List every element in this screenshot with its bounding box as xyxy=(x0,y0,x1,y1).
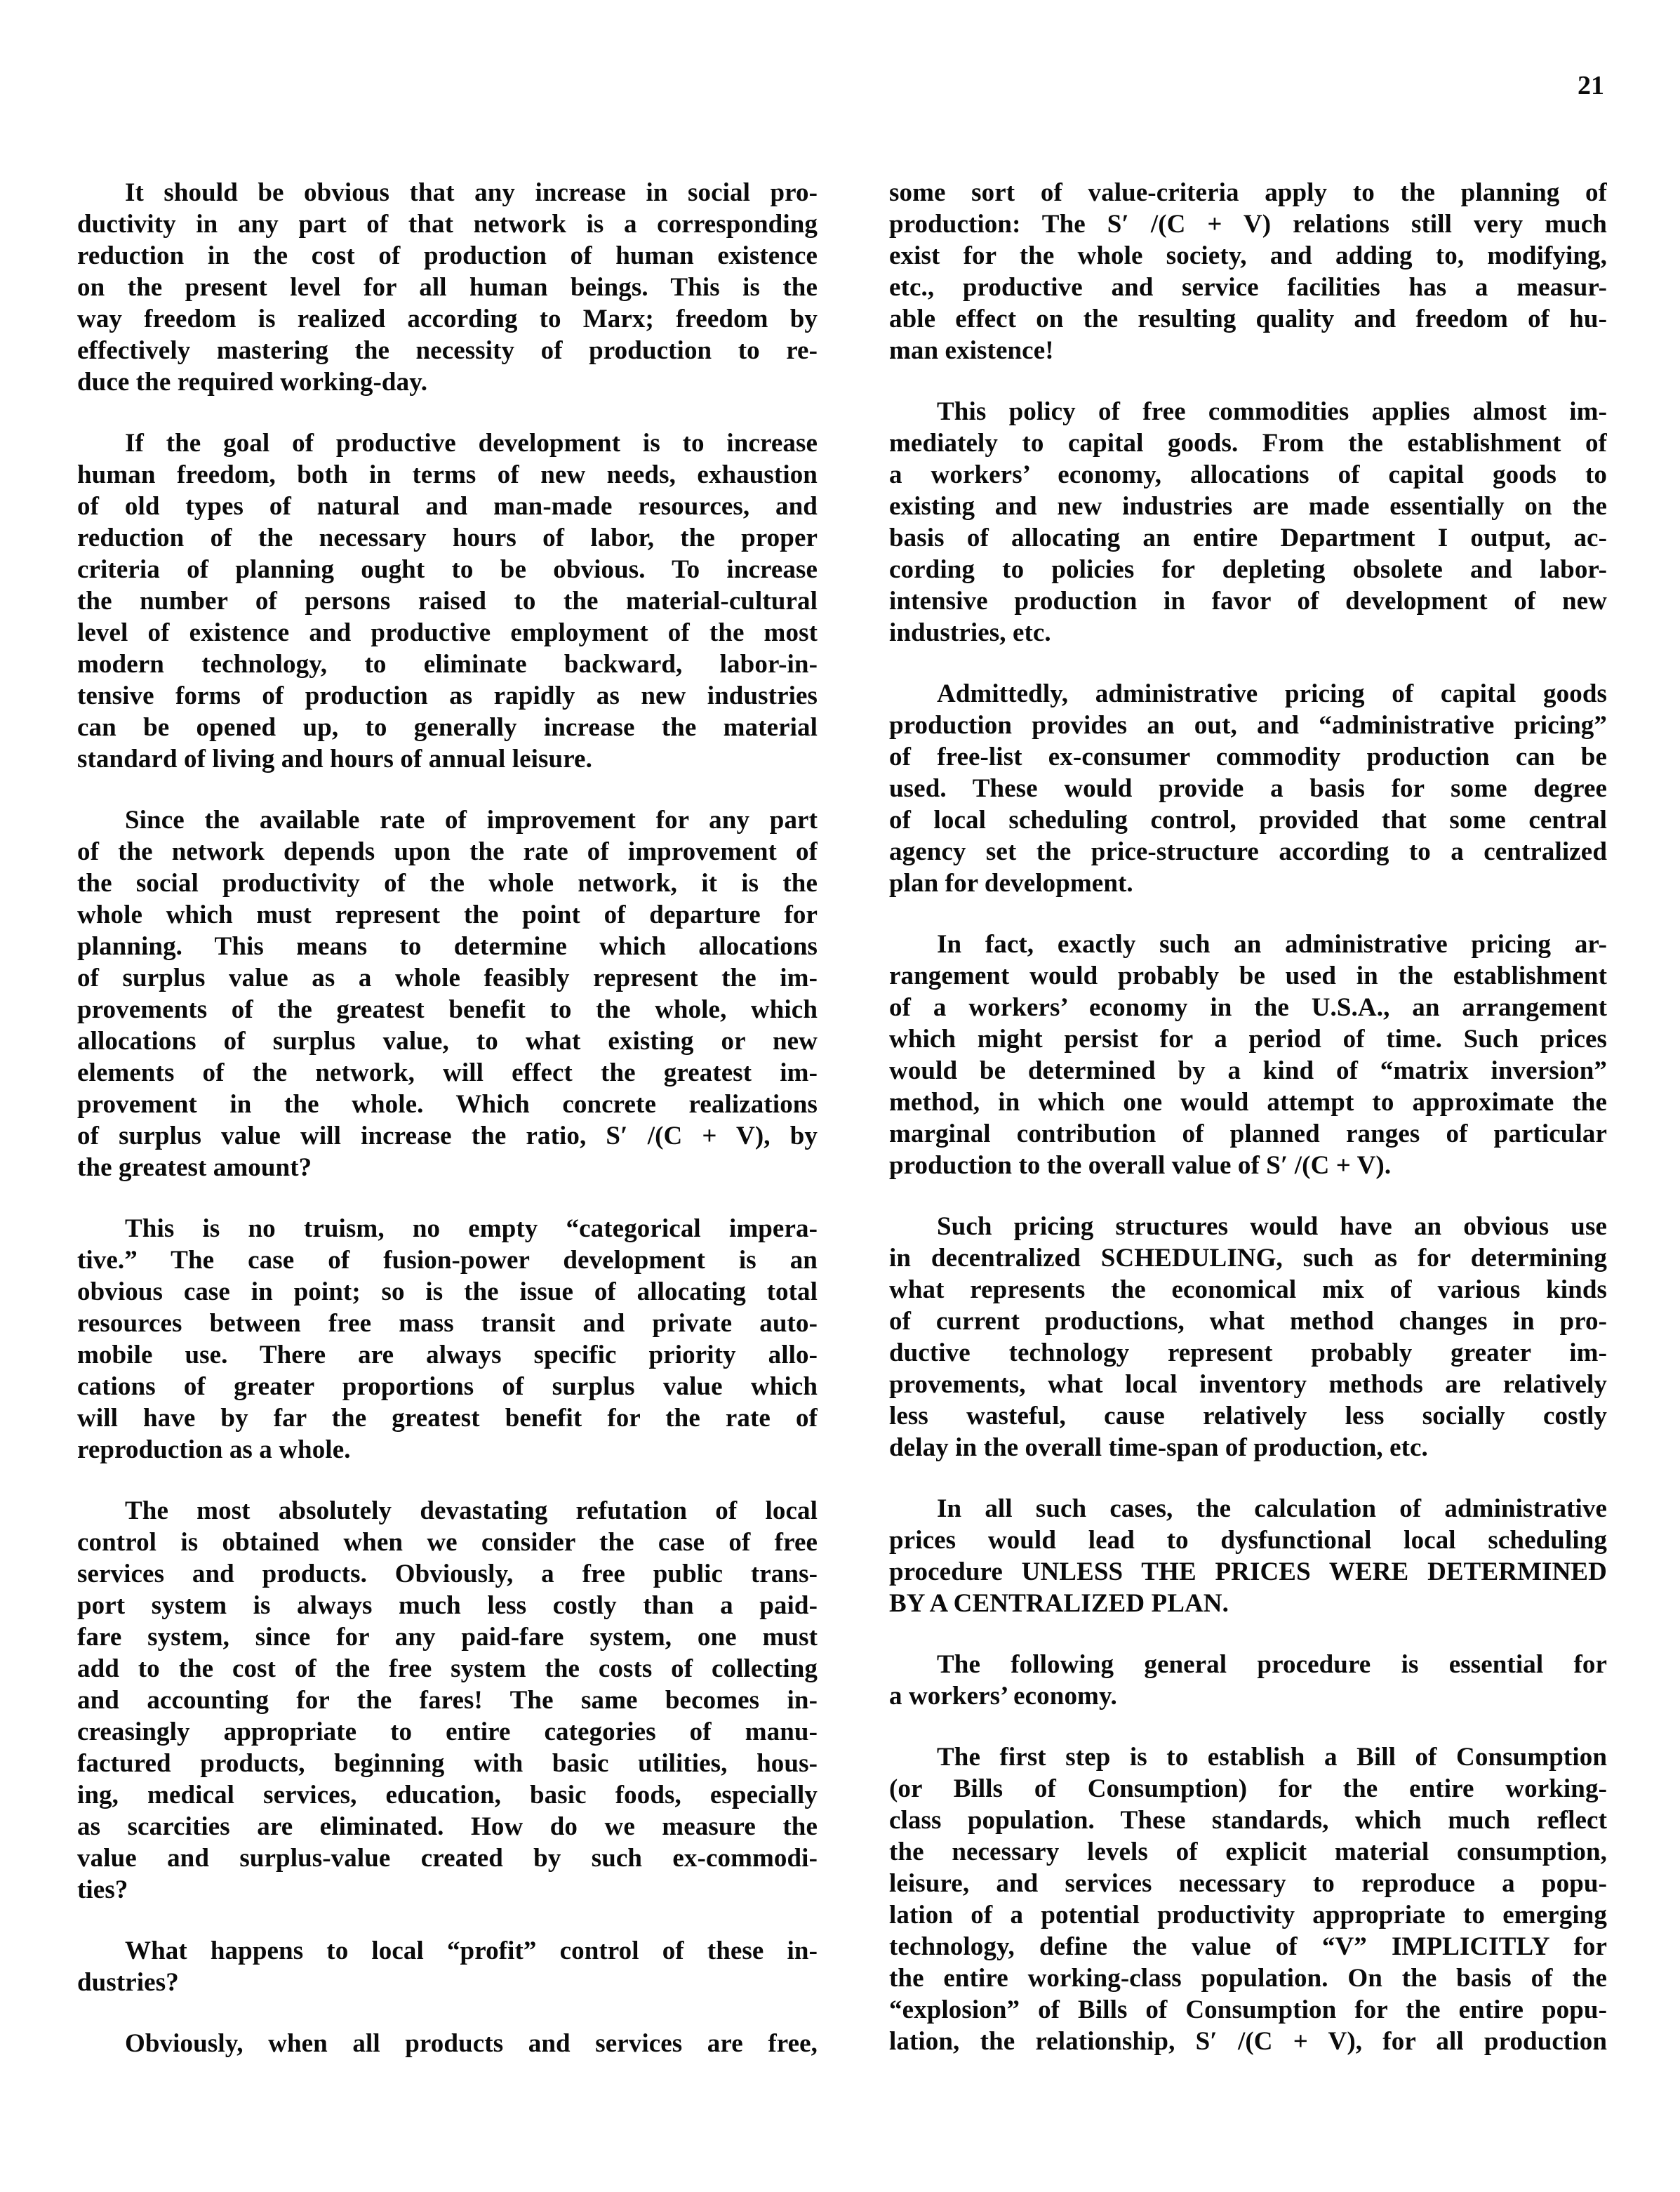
text-line: procedure UNLESS THE PRICES WERE DETERMINED xyxy=(889,1557,1607,1586)
paragraph xyxy=(77,804,818,1183)
text-line: tive.” The case of fusion-power development is an xyxy=(77,1246,818,1275)
text-line: provements, what local inventory methods are relatively xyxy=(889,1370,1607,1399)
text-line: the greatest amount? xyxy=(77,1153,312,1182)
left-column xyxy=(77,177,818,2089)
text-line: Admittedly, administrative pricing of capital goods xyxy=(937,679,1607,708)
text-line: as scarcities are eliminated. How do we measure the xyxy=(77,1812,818,1841)
text-line: It should be obvious that any increase in social pro- xyxy=(125,178,818,207)
text-line: prices would lead to dysfunctional local scheduling xyxy=(889,1526,1607,1555)
paragraph xyxy=(889,1741,1607,2057)
text-line: would be determined by a kind of “matrix inversion” xyxy=(889,1056,1607,1085)
text-line: fare system, since for any paid-fare system, one must xyxy=(77,1623,818,1652)
text-line: less wasteful, cause relatively less socially costly xyxy=(889,1402,1607,1430)
paragraph xyxy=(77,1935,818,1998)
text-line: allocations of surplus value, to what existing or new xyxy=(77,1027,818,1056)
text-line: provement in the whole. Which concrete realizations xyxy=(77,1090,818,1119)
text-line: services and products. Obviously, a free public trans- xyxy=(77,1560,818,1588)
text-line: criteria of planning ought to be obvious. To increase xyxy=(77,555,818,584)
text-line: technology, define the value of “V” IMPLICITLY for xyxy=(889,1932,1607,1961)
text-line: reproduction as a whole. xyxy=(77,1435,351,1464)
text-line: of free-list ex-consumer commodity production can be xyxy=(889,743,1607,771)
text-line: ties? xyxy=(77,1875,128,1904)
text-line: reduction of the necessary hours of labor, the proper xyxy=(77,524,818,552)
text-line: production provides an out, and “administrative pricing” xyxy=(889,711,1607,740)
paragraph xyxy=(77,2028,818,2059)
text-line: value and surplus-value created by such ex-commodi- xyxy=(77,1844,818,1873)
text-line: factured products, beginning with basic utilities, hous- xyxy=(77,1749,818,1778)
text-line: human freedom, both in terms of new needs, exhaustion xyxy=(77,460,818,489)
text-line: of surplus value will increase the ratio, S′ /(C + V), by xyxy=(77,1122,818,1150)
text-line: The most absolutely devastating refutation of local xyxy=(125,1496,818,1525)
text-line: and accounting for the fares! The same becomes in- xyxy=(77,1686,818,1715)
text-line: of old types of natural and man-made resources, and xyxy=(77,492,818,521)
right-column xyxy=(889,177,1607,2087)
text-line: the entire working-class population. On the basis of the xyxy=(889,1964,1607,1993)
text-line: the necessary levels of explicit material consumption, xyxy=(889,1838,1607,1866)
text-line: on the present level for all human beings. This is the xyxy=(77,273,818,302)
text-line: can be opened up, to generally increase the material xyxy=(77,713,818,742)
text-line: ductivity in any part of that network is a corresponding xyxy=(77,210,818,239)
text-line: creasingly appropriate to entire categories of manu- xyxy=(77,1718,818,1746)
text-line: cording to policies for depleting obsolete and labor- xyxy=(889,555,1607,584)
text-line: what represents the economical mix of various kinds xyxy=(889,1275,1607,1304)
text-line: The following general procedure is essential for xyxy=(937,1650,1607,1679)
text-line: the number of persons raised to the material-cultural xyxy=(77,587,818,616)
text-line: ing, medical services, education, basic foods, especially xyxy=(77,1781,818,1809)
text-line: Obviously, when all products and services are free, xyxy=(125,2029,818,2058)
text-line: level of existence and productive employment of the most xyxy=(77,618,818,647)
text-line: modern technology, to eliminate backward, labor-in- xyxy=(77,650,818,679)
text-line: of a workers’ economy in the U.S.A., an arrangement xyxy=(889,993,1607,1022)
text-line: elements of the network, will effect the greatest im- xyxy=(77,1058,818,1087)
text-line: standard of living and hours of annual leisure. xyxy=(77,745,592,773)
text-line: exist for the whole society, and adding to, modifying, xyxy=(889,241,1607,270)
paragraph xyxy=(77,177,818,398)
text-line: of surplus value as a whole feasibly represent the im- xyxy=(77,964,818,992)
text-line: lation, the relationship, S′ /(C + V), for all production xyxy=(889,2027,1607,2056)
text-line: obvious case in point; so is the issue of allocating total xyxy=(77,1277,818,1306)
text-line: the social productivity of the whole network, it is the xyxy=(77,869,818,898)
text-line: existing and new industries are made essentially on the xyxy=(889,492,1607,521)
text-line: If the goal of productive development is to increase xyxy=(125,429,818,458)
text-line: control is obtained when we consider the case of free xyxy=(77,1528,818,1557)
text-line: mediately to capital goods. From the establishment of xyxy=(889,429,1607,458)
text-line: add to the cost of the free system the costs of collecting xyxy=(77,1654,818,1683)
text-line: What happens to local “profit” control of these in- xyxy=(125,1937,818,1965)
text-line: rangement would probably be used in the establishment xyxy=(889,962,1607,990)
text-line: able effect on the resulting quality and freedom of hu- xyxy=(889,305,1607,333)
text-line: whole which must represent the point of departure for xyxy=(77,901,818,929)
text-line: This is no truism, no empty “categorical impera- xyxy=(125,1214,818,1243)
text-line: of current productions, what method changes in pro- xyxy=(889,1307,1607,1336)
text-line: lation of a potential productivity appropriate to emerging xyxy=(889,1901,1607,1929)
paragraph xyxy=(77,1495,818,1906)
text-line: in decentralized SCHEDULING, such as for determining xyxy=(889,1244,1607,1273)
text-line: man existence! xyxy=(889,336,1054,365)
paragraph xyxy=(889,1649,1607,1712)
text-line: which might persist for a period of time. Such prices xyxy=(889,1025,1607,1054)
paragraph xyxy=(889,1493,1607,1619)
text-line: a workers’ economy, allocations of capital goods to xyxy=(889,460,1607,489)
text-line: ductive technology represent probably greater im- xyxy=(889,1339,1607,1367)
text-line: This policy of free commodities applies almost im- xyxy=(937,397,1607,426)
text-line: a workers’ economy. xyxy=(889,1682,1117,1711)
text-line: basis of allocating an entire Department I output, ac- xyxy=(889,524,1607,552)
text-line: tensive forms of production as rapidly as new industries xyxy=(77,682,818,710)
page-number: 21 xyxy=(1578,71,1604,100)
text-line: agency set the price-structure according to a centralized xyxy=(889,837,1607,866)
text-line: resources between free mass transit and private auto- xyxy=(77,1309,818,1338)
text-line: production to the overall value of S′ /(C + V). xyxy=(889,1151,1392,1180)
text-line: duce the required working-day. xyxy=(77,368,428,397)
text-line: Such pricing structures would have an obvious use xyxy=(937,1212,1607,1241)
text-line: cations of greater proportions of surplus value which xyxy=(77,1372,818,1401)
paragraph xyxy=(77,427,818,775)
text-line: class population. These standards, which much reflect xyxy=(889,1806,1607,1835)
paragraph xyxy=(889,929,1607,1181)
text-line: In all such cases, the calculation of administrative xyxy=(937,1494,1607,1523)
text-line: In fact, exactly such an administrative pricing ar- xyxy=(937,930,1607,959)
text-line: etc., productive and service facilities has a measur- xyxy=(889,273,1607,302)
text-line: delay in the overall time-span of production, etc. xyxy=(889,1433,1428,1462)
text-line: used. These would provide a basis for some degree xyxy=(889,774,1607,803)
paragraph xyxy=(889,678,1607,899)
text-line: BY A CENTRALIZED PLAN. xyxy=(889,1589,1229,1618)
text-line: “explosion” of Bills of Consumption for the entire popu- xyxy=(889,1995,1607,2024)
paragraph xyxy=(889,1211,1607,1463)
text-line: of the network depends upon the rate of improvement of xyxy=(77,837,818,866)
text-line: Since the available rate of improvement for any part xyxy=(125,806,818,835)
text-line: method, in which one would attempt to approximate the xyxy=(889,1088,1607,1117)
text-line: will have by far the greatest benefit for the rate of xyxy=(77,1404,818,1433)
text-line: mobile use. There are always specific priority allo- xyxy=(77,1341,818,1369)
text-line: port system is always much less costly than a paid- xyxy=(77,1591,818,1620)
text-line: production: The S′ /(C + V) relations still very much xyxy=(889,210,1607,239)
text-line: reduction in the cost of production of human existence xyxy=(77,241,818,270)
paragraph xyxy=(889,396,1607,649)
text-line: dustries? xyxy=(77,1968,179,1997)
text-line: intensive production in favor of development of new xyxy=(889,587,1607,616)
text-line: (or Bills of Consumption) for the entire working- xyxy=(889,1774,1607,1803)
paragraph xyxy=(889,177,1607,366)
text-line: effectively mastering the necessity of production to re- xyxy=(77,336,818,365)
text-line: marginal contribution of planned ranges of particular xyxy=(889,1120,1607,1148)
text-line: The first step is to establish a Bill of Consumption xyxy=(937,1743,1607,1772)
text-line: planning. This means to determine which allocations xyxy=(77,932,818,961)
text-line: some sort of value-criteria apply to the planning of xyxy=(889,178,1607,207)
text-line: plan for development. xyxy=(889,869,1133,898)
text-line: of local scheduling control, provided that some central xyxy=(889,806,1607,835)
text-line: leisure, and services necessary to reproduce a popu- xyxy=(889,1869,1607,1898)
text-line: way freedom is realized according to Marx; freedom by xyxy=(77,305,818,333)
text-line: industries, etc. xyxy=(889,618,1051,647)
text-line: provements of the greatest benefit to the whole, which xyxy=(77,995,818,1024)
paragraph xyxy=(77,1213,818,1466)
